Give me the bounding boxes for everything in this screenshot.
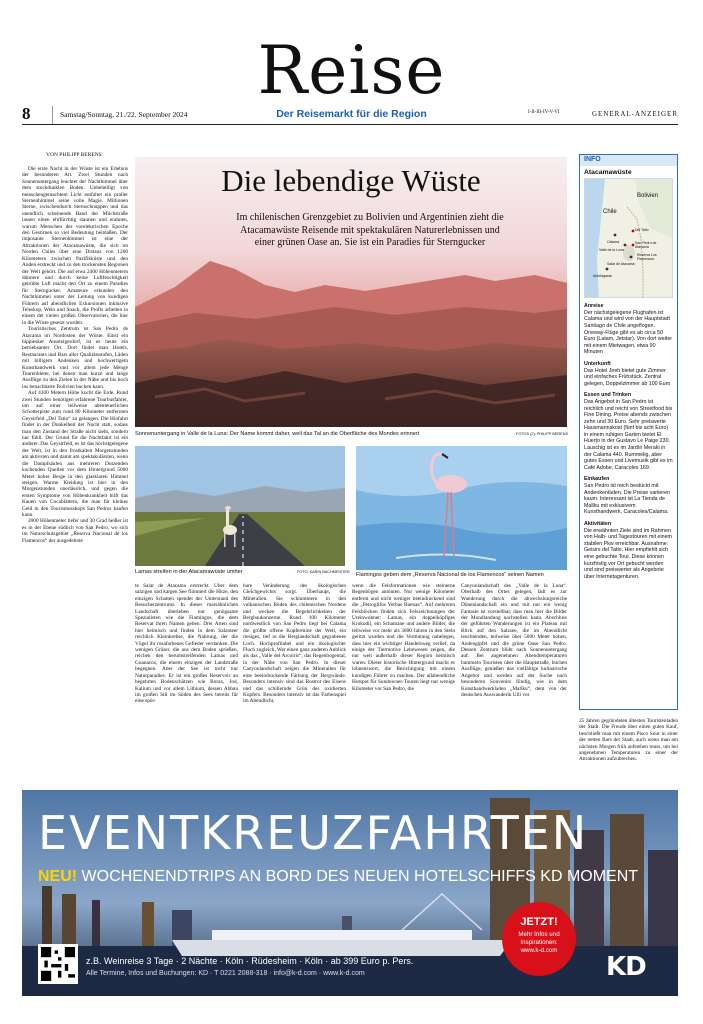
article-column-4: wenn die Felsformationen wie steinerne Regenbögen anmuten. Nur wenige Kilometer entfernt und nicht weniger beeindruckend sind die „Petroglifos Yerbas Buenas“. Auf mehreren Felsblöcken finden sich Felszeichnungen der Ureinwohner: Lamas, ein doppelköpfiges Krokodil, ein Schamane und andere Bilder, die teilweise vor mehr als 3000 Jahren in den Stein geritzt wurden und die Vermutung nahelegen, dass hier ein wichtiger Handelsweg verlief, da einige der Tiermotive Lebewesen zeigen, die nur weit außerhalb dieser Region heimisch waren. Dieser historische Hintergrund macht es lohnenswert, die Besichtigung mit einem kundigen Führer zu machen. Der allabendliche Hotspot für Sundowner-Touren liegt nur wenige Kilometer vor San Pedro, die (352, 583, 455, 692)
info-section-text: Der nächstgelegene Flughafen ist Calama und wird von der Hauptstadt Santiago de Chile angeflogen. Oneway-Flüge gibt es ab circa 50 Euro (Latam, Jetstar). Von dort weiter mit einem Mietwagen, etwa 90 Minuten (584, 309, 673, 356)
map-label-bolivia: Bolivien (637, 193, 659, 200)
flamingo-illustration (356, 446, 567, 570)
info-section-title: Einkaufen (584, 476, 610, 483)
ad-subline-text: WOCHENENDTRIPS AN BORD DES NEUEN HOTELSCHIFFS KD MOMENT (77, 868, 639, 885)
article-column-6: 25 Jahren gegründeten ältesten Touristenladen der Stadt. Die Freude über einen guten Kauf, beschließt man mit einem Pisco Sour in einer der netten Bars der Stadt, auch wenn man am nächsten Morgen früh aufstehen muss, um bei angenehmen Temperaturen zu einer der Attraktionen aufzubrechen. (579, 718, 678, 763)
newspaper-name: GENERAL-ANZEIGER (592, 110, 678, 118)
map-marker (632, 230, 635, 233)
info-section (584, 361, 673, 387)
map-marker (632, 244, 635, 247)
info-section-title: Anreise (584, 303, 604, 310)
info-header: INFO (580, 155, 677, 166)
edition-tag: I-II-III-IV-V-VI (528, 110, 560, 115)
map-label-reserva: Reserva Los Flamencos (637, 253, 657, 262)
ad-subline (38, 868, 638, 886)
paragraph: Touristisches Zentrum ist San Pedro de Atacama im Nordosten der Wüste. Einst ein hippiesker Aussteigerdorf, ist es heute ein betriebsamer Ort. Dort findet man Hotels, Restaurants und Bars aller Qualitätsstufen, Läden mit billigem Andenken und hochwertigem Kunsthandwerk und vor allem jede Menge Tourenbieter, bei denen man kurze und lange Ausflüge zu den Zielen in der Nähe und bis hoch ins benachbarte Bolivien buchen kann. (22, 326, 128, 390)
info-section-text: San Pedro ist reich bestückt mit Andenkenläden. Die Preise variieren kaum. Interessant ist La Tienda de Mallku mit exklusivem Kunsthandwerk, Caracoles/Calama. (584, 483, 670, 516)
badge-text: Mehr Infos und Inspirationen: (518, 931, 560, 946)
article-column-3: bare Veränderung des ökologischen Gleichgewichts sorgt. Überhaupt, die Mineralien. Sie schlummern in den vulkanischen Böden des chilenischen Nordens und wecken die Begehrlichkeiten der Bergbaukonzerne. Rund 100 Kilometer nordwestlich von San Pedro liegt bei Calama die größte offene Kupfermine der Welt, ein riesiges, tief in die Berglandschaft gegrabenes Loch. Hochprofitabel und ein ökologischer Fluch zugleich. Wer einen ganz anderen Anblick als das „Valle del Arcoiris“, das Regenbogental, in der Nähe von San Pedro. In dieser Canyonlandschaft zeigen die Mineralien für eine beeindruckende Färbung der Bergwände. Besonders intensiv sind das Rostrot des Eisens und das schillernde Grün des oxidierten Kupfers. Besonders intensiv ist das Farbenspiel im Abendlicht, (243, 583, 346, 705)
info-section (584, 476, 673, 516)
info-section (584, 392, 673, 471)
info-section-title: Essen und Trinken (584, 392, 632, 399)
paragraph: Auf 4300 Metern Höhe kocht die Erde. Rund zwei Stunden benötigen erfahrene Tourbusfahrer, um auf einer teilweise abenteuerlichen Schotterpiste zum rund 80 Kilometer entfernten Geysirfeld „Del Tatio“ zu gelangen. Die Hinfahrt findet in der Dunkelheit der Nacht statt, sodass man den Zustand der Straße nicht sieht, sondern nur fühlt. Der Grund für die Nachtfahrt ist ein anderer. Das Geysirfeld, es ist das höchstgelegene der Welt, ist in den frostkalten Morgenstunden am aktivsten und damit am spektakulärsten, wenn die Dampfsäulen aus mehreren Dutzenden kochenden Quellen vor dem Hintergrund 5000 Meter hoher Berge in den glasklaren Himmel steigen. Warme Kleidung ist hier in den Morgenstunden unerlässlich, und gegen die ersten Symptome von Höhenkrankheit hilft das Kauen von Cocablättern, die man für kleines Geld in den Tourismusshops San Pedros kaufen kann. (22, 390, 128, 518)
map-label-del-tatio: Del Tatio (635, 228, 649, 233)
map-label-san-pedro: San Pedro de Atacama (635, 241, 657, 250)
ad-jetzt-badge[interactable] (502, 902, 576, 976)
info-section (584, 521, 673, 580)
map-label-valle: Valle de la Luna (599, 248, 624, 253)
ad-contact-text[interactable]: Alle Termine, Infos und Buchungen: KD · T 0221 2088-318 · info@k-d.com · www.k-d.com (86, 970, 365, 977)
info-map (584, 178, 673, 298)
article-headline: Die lebendige Wüste (221, 163, 481, 198)
llama-caption: Lamas streifen in der Atacamawüste umher (135, 569, 243, 575)
info-box (579, 154, 678, 710)
map-marker (624, 244, 627, 247)
llama-credit: FOTO: KARIN BACHMEISTER (297, 570, 350, 574)
map-marker (630, 256, 633, 259)
byline: VON PHILIPP BERENS (46, 152, 102, 158)
photo-llama-road (135, 446, 345, 566)
article-column-1 (22, 166, 128, 780)
photo-flamingo (356, 446, 567, 570)
ad-offer-text: z.B. Weinreise 3 Tage · 2 Nächte · Köln · Rüdesheim · Köln · ab 399 Euro p. Pers. (86, 956, 414, 966)
badge-title: JETZT! (520, 916, 558, 928)
section-title: Reise (257, 32, 446, 109)
qr-pattern (41, 947, 75, 981)
page-number: 8 (22, 104, 31, 123)
ad-headline: EVENTKREUZFAHRTEN (38, 806, 589, 860)
info-section-title: Unterkunft (584, 360, 611, 367)
section-subtitle: Der Reisemarkt für die Region (276, 108, 427, 120)
header-divider (52, 106, 53, 124)
map-label-antofagasta: Antofagasta (593, 274, 612, 279)
issue-date: Samstag/Sonntag, 21./22. September 2024 (60, 110, 188, 119)
map-marker (606, 268, 609, 271)
info-section-text: Die erwähnten Ziele sind im Rahmen von Halb- und Tagestouren mit einem stabilen Pkw erreichbar. Ausnahme: Geisirs del Tatio. Hier empfiehlt sich eine gebuchte Tour. Diese können kurzfristig vor Ort gebucht werden und sind preiswerter als Angebote über Internetagenturen. (584, 527, 672, 580)
hero-credit: FOTOS (2): PHILIPP BERENS (516, 432, 568, 436)
map-label-salar: Salar de Atacama (607, 262, 635, 267)
paragraph: 2000 Höhenmeter tiefer und 30 Grad heißer ist es in der Ebene südlich von San Pedro, wo sich im Naturschutzgebiet „Reserva Nacional de los Flamencos“ der ausgedehnte (22, 518, 128, 544)
qr-code-icon[interactable] (38, 944, 78, 984)
paragraph: Die erste Nacht in der Wüste ist ein Erlebnis der besonderen Art. Zwei Stunden nach Sonnenuntergang leuchtet der Nachthimmel über dem stockdunklen Boden. Unbehelligt von menschengemachtem Licht entfaltet ein praller Sternenhimmel seine volle Magie. Millionen Sterne, zwischendurch Sternschnuppen und das unendlich scheinende Band der Milchstraße lassen einen ehrfürchtig staunen und erahnen, warum Menschen der vorelektrischen Epoche den Gestirnen so viel Bedeutung beimaßen. Der imposante Sternenhimmel ist eine der Attraktionen der Atacamawüste, die sich im Norden Chiles über eine Distanz von 1200 Kilometern zwischen Pazifikküste und den Anden erstreckt und zu den trockensten Regionen der Welt gehört. Die auf etwa 2400 Höhenmetern dünnere und durch keine Luftfeuchtigkeit getrübte Luft macht den Ort zu einem Paradies für Sterngucker. Amateure erkunden den Nachthimmel unter der Leitung von kundigen Führern auf abendlichen Exkursionen inklusive Teleskop, Wein und Snack, die Profis arbeiten in einem der vielen großen Observatorien, die hier in die Wüste gesetzt wurden. (22, 166, 128, 326)
article-column-5: Canyonlandschaft des „Valle de la Luna“. Oberhalb des Ortes gelegen, lädt es zur Wanderung durch die abwechslungsreiche Dünenlandschaft ein und mit nur ein wenig Fantasie ist vorstellbar, dass man hier die Bilder der Mondlandung nachstellen kann. Abschluss der geführten Wanderungen ist ein Plateau mit Blick auf den Salzsee, die im Abendlicht leuchtenden, teilweise über 5000 Meter hohen, Andengipfel und die grüne Oase San Pedro. Dessen Zentrum blüht nach Sonnenuntergang auf. Bei angenehmen Abendtemperaturen bummeln Touristen über die Hauptstraße, buchen Ausflüge, genießen das vielfältige kulinarische Angebot und werden auf der Suche nach besonderen Souvenirs fündig, wie in dem Kunsthandwerkladen „Mallku“, dem von der deutschen Auswanderin Ulli vor (461, 583, 567, 698)
map-shapes (585, 179, 673, 298)
flamingo-caption: Flamingos geben dem „Reserva Nacional de los Flamencos“ seinen Namen (356, 572, 544, 578)
map-marker (614, 234, 617, 237)
badge-url: www.k-d.com (520, 947, 558, 954)
kd-logo: KD (606, 952, 646, 982)
hero-caption: Sonnenuntergang in Valle de la Luna: Der Name kommt daher, weil das Tal an die Oberfläche des Mondes erinnert (135, 431, 420, 437)
llama-road-illustration (135, 446, 345, 566)
article-column-2: te Salar de Atacama erstreckt. Über dem salzigen und kargen See flimmert die Hitze, den einzigen Schatten spendet der Unterstand des Besucherzentrums. In dieser marsähnlichen Landschaft überleben nur genügsame Spezialisten wie die Flamingos, die dem Reservat ihren Namen geben. Drei Arten sind hier heimisch und finden in dem Salzmeer reichlich Kleinkrebse, die Nahrung, der die Vögel ihr rosafarbenes Gefieder verdanken. Die wenigen Gräser, die aus dem Boden sprießen, reichen den herumstreifenden Lamas und Guanacos, die einem einzigen der Landstraße begegnen. Aber der See ist nicht nur Naturparadies. Er ist ein großes Reservoir an begehrten Bodenschätzen wie Borax, Jod, Kalium und vor allem Lithium, dessen Abbau im großen Stil im Süden des Sees bereits für eine spür- (135, 583, 238, 705)
header-rule (22, 124, 678, 125)
info-section-title: Aktivitäten (584, 521, 612, 527)
article-deck: Im chilenischen Grenzgebiet zu Bolivien und Argentinien zieht die Atacamawüste Reisende mit spektakulären Naturerlebnissen und einer grünen Oase an. Sie ist ein Paradies für Sterngucker (236, 212, 504, 248)
info-section-text: Das Hotel Jireh bietet gute Zimmer und einfaches Frühstück. Zentral gelegen, Doppelzimmer ab 100 Euro (584, 367, 671, 387)
map-label-calama: Calama (607, 240, 620, 245)
info-section-text: Das Angebot in San Pedro ist reichlich und reicht von Streetfood bis Fine Dining. Preise abends zwischen zehn und 30 Euro. Sehr preiswerte Hausmannskost (fünf bis acht Euro) in einem ruhigen Garten bietet El Huerto in der Gustavo Le Paige 230. Lauschig ist es im Jardín Meraki in der Calama 440. Rummelig, aber gutes Essen und Livemusik gibt es im Café Adobe, Caracoles 169. (584, 398, 673, 471)
info-title: Atacamawüste (584, 168, 632, 176)
ad-new-label: NEU! (38, 868, 78, 885)
info-section (584, 303, 673, 356)
map-label-chile: Chile (603, 209, 617, 216)
